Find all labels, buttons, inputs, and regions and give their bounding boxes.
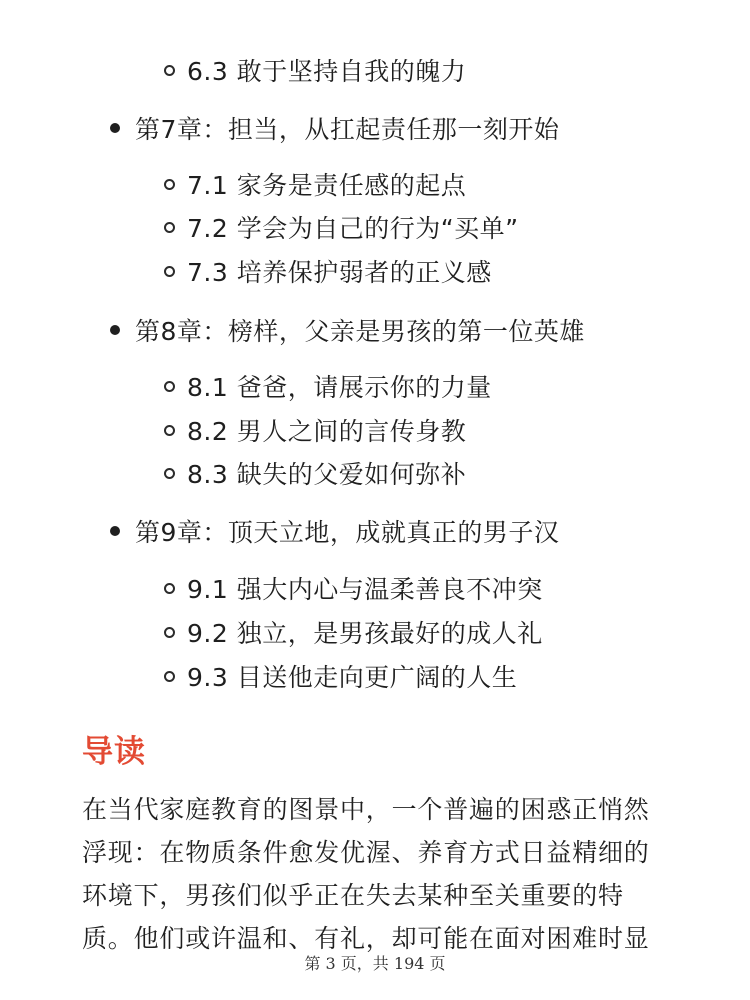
toc-item-label: 第9章：顶天立地，成就真正的男子汉 — [135, 518, 560, 547]
disc-bullet-icon — [110, 325, 120, 335]
toc-subsection-9-1[interactable] — [164, 568, 543, 608]
circle-bullet-icon — [164, 671, 175, 682]
toc-subsection-8-3[interactable] — [164, 453, 466, 493]
paragraph-line: 质。他们或许温和、有礼，却可能在面对困难时显 — [82, 924, 650, 953]
toc-subsection-7-2[interactable] — [164, 207, 519, 247]
toc-item-label: 7.2 学会为自己的行为“买单” — [187, 214, 519, 243]
circle-bullet-icon — [164, 381, 175, 392]
toc-item-label: 8.2 男人之间的言传身教 — [187, 417, 467, 446]
circle-bullet-icon — [164, 266, 175, 277]
toc-subsection-9-2[interactable] — [164, 612, 543, 652]
toc-subsection-9-3[interactable] — [164, 656, 517, 696]
toc-item-label: 第8章：榜样，父亲是男孩的第一位英雄 — [135, 317, 585, 346]
toc-item-label: 9.3 目送他走向更广阔的人生 — [187, 663, 518, 692]
intro-heading: 导读 — [82, 734, 146, 770]
toc-item-label: 9.1 强大内心与温柔善良不冲突 — [187, 575, 543, 604]
circle-bullet-icon — [164, 468, 175, 479]
paragraph-line: 浮现：在物质条件愈发优渥、养育方式日益精细的 — [82, 838, 650, 867]
toc-subsection-8-1[interactable] — [164, 366, 492, 406]
toc-subsection-7-1[interactable] — [164, 164, 466, 204]
circle-bullet-icon — [164, 222, 175, 233]
toc-item-label: 第7章：担当，从扛起责任那一刻开始 — [135, 115, 560, 144]
toc-chapter-9[interactable] — [110, 511, 559, 551]
intro-paragraph — [82, 788, 682, 960]
toc-item-label: 8.3 缺失的父爱如何弥补 — [187, 460, 467, 489]
toc-item-label: 8.1 爸爸，请展示你的力量 — [187, 373, 492, 402]
toc-subsection-7-3[interactable] — [164, 251, 492, 291]
toc-subsection-8-2[interactable] — [164, 410, 466, 450]
toc-chapter-8[interactable] — [110, 310, 585, 350]
paragraph-line: 环境下，男孩们似乎正在失去某种至关重要的特 — [82, 881, 624, 910]
toc-chapter-7[interactable] — [110, 108, 559, 148]
toc-subsection-6-3[interactable] — [164, 50, 466, 90]
circle-bullet-icon — [164, 179, 175, 190]
disc-bullet-icon — [110, 526, 120, 536]
page-number-footer: 第 3 页，共 194 页 — [304, 954, 446, 973]
circle-bullet-icon — [164, 65, 175, 76]
toc-item-label: 6.3 敢于坚持自我的魄力 — [187, 57, 467, 86]
disc-bullet-icon — [110, 123, 120, 133]
circle-bullet-icon — [164, 583, 175, 594]
toc-item-label: 7.3 培养保护弱者的正义感 — [187, 258, 492, 287]
circle-bullet-icon — [164, 425, 175, 436]
paragraph-line: 在当代家庭教育的图景中，一个普遍的困惑正悄然 — [82, 795, 650, 824]
circle-bullet-icon — [164, 627, 175, 638]
toc-item-label: 7.1 家务是责任感的起点 — [187, 171, 467, 200]
toc-item-label: 9.2 独立，是男孩最好的成人礼 — [187, 619, 543, 648]
